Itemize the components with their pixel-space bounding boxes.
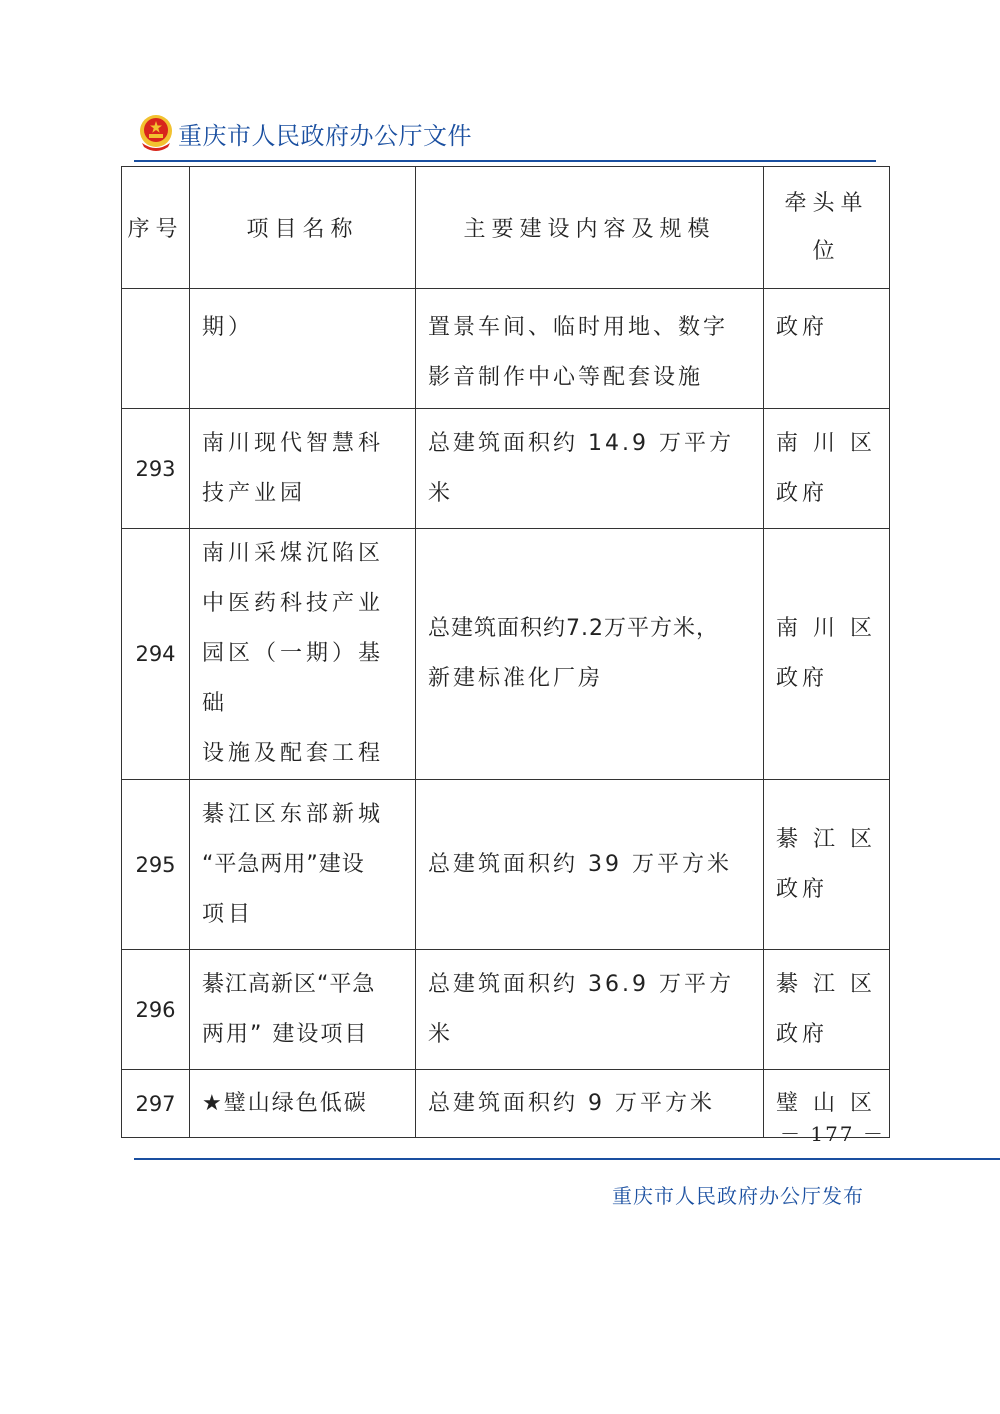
project-table — [121, 166, 890, 1138]
project-name-line: 两用” 建设项目 — [202, 1021, 369, 1047]
content-line: 置景车间、临时用地、数字 — [428, 315, 729, 340]
row-number: 295 — [122, 780, 190, 950]
content-line: 影音制作中心等配套设施 — [428, 365, 704, 390]
header-divider — [134, 160, 876, 162]
table-row — [122, 780, 890, 950]
unit-line: 政府 — [776, 666, 829, 691]
header-unit — [764, 167, 890, 289]
project-name-line: 项目 — [202, 901, 255, 927]
project-name-line: 技产业园 — [202, 480, 307, 506]
row-number — [122, 289, 190, 409]
row-number: 293 — [122, 409, 190, 529]
project-name — [190, 1070, 416, 1138]
project-content — [416, 289, 764, 409]
project-name-line: 设施及配套工程 — [202, 741, 385, 766]
project-content — [416, 529, 764, 780]
project-name-line: 中医药科技产业 — [202, 591, 385, 616]
project-name-line: 期） — [202, 315, 255, 340]
project-name — [190, 409, 416, 529]
content-line: 总建筑面积约 39 万平方米 — [428, 851, 732, 877]
row-number: 296 — [122, 950, 190, 1070]
unit-line: 綦 江 区 — [776, 826, 876, 852]
unit-line: 南 川 区 — [776, 430, 876, 456]
national-emblem-icon — [138, 113, 174, 153]
footer-publisher: 重庆市人民政府办公厅发布 — [612, 1184, 864, 1208]
header-unit-line1: 牵头单 — [784, 190, 869, 216]
project-content — [416, 1070, 764, 1138]
unit-line: 政府 — [776, 480, 829, 506]
lead-unit — [764, 529, 890, 780]
project-name-line: 园区（一期）基础 — [202, 641, 385, 716]
project-name — [190, 780, 416, 950]
lead-unit — [764, 409, 890, 529]
project-name-line: ★璧山绿色低碳 — [202, 1090, 368, 1116]
content-line: 米 — [428, 480, 454, 506]
header-name: 项目名称 — [190, 167, 416, 289]
table-row — [122, 529, 890, 780]
project-name-line: 南川采煤沉陷区 — [202, 541, 385, 566]
header-title: 重庆市人民政府办公厅文件 — [178, 121, 472, 150]
content-line: 总建筑面积约 36.9 万平方米 — [428, 971, 734, 1047]
table-header-row — [122, 167, 890, 289]
project-content — [416, 780, 764, 950]
content-line: 总建筑面积约 9 万平方米 — [428, 1090, 715, 1116]
table-row — [122, 950, 890, 1070]
project-name — [190, 529, 416, 780]
unit-line: 政府 — [776, 315, 829, 340]
content-line: 新建标准化厂房 — [428, 666, 604, 691]
lead-unit — [764, 780, 890, 950]
row-number: 297 — [122, 1070, 190, 1138]
project-name — [190, 289, 416, 409]
footer-divider — [134, 1158, 1000, 1160]
row-number: 294 — [122, 529, 190, 780]
project-name-line: 綦江区东部新城 — [202, 801, 385, 827]
project-name-line: 綦江高新区“平急 — [202, 971, 376, 997]
unit-line: 政府 — [776, 1021, 829, 1047]
content-line: 总建筑面积约7.2万平方米， — [428, 616, 719, 641]
content-line: 总建筑面积约 14.9 万平方 — [428, 430, 734, 456]
table-row — [122, 409, 890, 529]
unit-line: 政府 — [776, 876, 829, 902]
unit-line: 南 川 区 — [776, 616, 876, 641]
header-content: 主要建设内容及规模 — [416, 167, 764, 289]
project-name-line: “平急两用”建设 — [202, 851, 365, 877]
project-content — [416, 950, 764, 1070]
lead-unit — [764, 289, 890, 409]
table-row — [122, 1070, 890, 1138]
unit-line: 璧 山 区 — [776, 1090, 876, 1116]
page-number: － 177 － — [780, 1122, 885, 1146]
table-row — [122, 289, 890, 409]
project-name-line: 南川现代智慧科 — [202, 430, 385, 456]
unit-line: 綦 江 区 — [776, 971, 876, 997]
header-no: 序号 — [122, 167, 190, 289]
header-unit-line2: 位 — [812, 238, 841, 264]
lead-unit — [764, 950, 890, 1070]
project-content — [416, 409, 764, 529]
document-header — [138, 110, 472, 156]
project-name — [190, 950, 416, 1070]
